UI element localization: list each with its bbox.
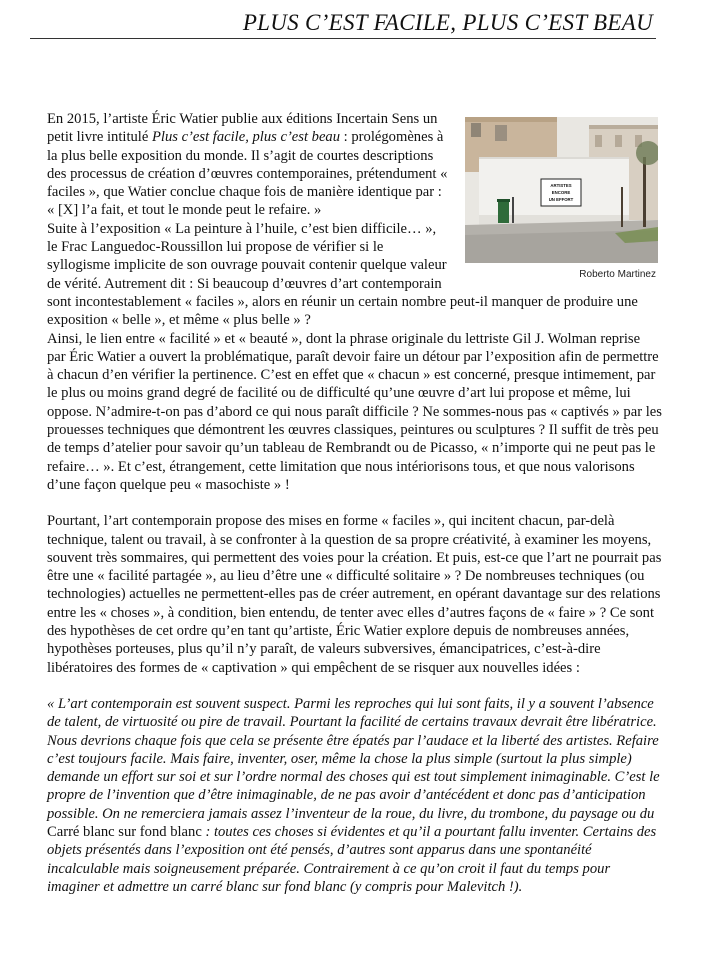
paragraph-1-text-b: : prolégomènes à la plus belle exposition du monde. Il s’agit de courtes descriptions des processus de création d’œuvres contemporaines, prétendument « faciles », que Watier conclue chaque fois de manière identique par : « [X] l’a fait, et tout le monde peut le refaire. »	[47, 129, 448, 219]
sign-line-1: ARTISTES	[550, 183, 572, 188]
paragraph-4: Pourtant, l’art contemporain propose des mises en forme « faciles », qui incitent chacun, par-delà technique, talent ou travail, à se confronter à la question de sa propre créativité, à examiner les moyens, souvent très sommaires, qui permettent des voies pour la création. Et puis, est-ce que l’art ne pourrait pas être une « facilité partagée », au lieu d’être une « difficulté solitaire » ? De nombreuses techniques (ou technologies) actuelles ne permettent-elles pas de créer autrement, en opérant davantage sur des relations entre les « choses », à condition, bien entendu, de tenter avec elles d’autres façons de « faire » ? Ce sont des hypothèses de cet ordre qu’en tant qu’artiste, Éric Watier explore depuis de nombreuses années, hypothèses porteuses, plus qu’il n’y paraît, de valeurs subversives, émancipatrices, c’est-à-dire libératoires des formes de « captivation » qui empêchent de se risquer aux nouvelles idées :	[47, 513, 662, 676]
figure	[462, 117, 658, 284]
paragraph-1-text-a: En 2015, l’artiste Éric Watier publie aux éditions Incertain Sens un petit livre intitulé	[47, 111, 438, 146]
quotation-text-b: : toutes ces choses si évidentes et qu’il a pourtant fallu inventer. Certains des objets présentés dans l’exposition ont été pensés, d’autres sont apparus dans une spontanéité incalculable mais soigneusement préparée. Contrairement à ce qu’on croit il faut du temps pour imaginer et admettre un carré blanc sur fond blanc (y compris pour Malevitch !).	[47, 823, 657, 895]
book-title: Plus c’est facile, plus c’est beau	[151, 129, 341, 146]
paragraph-2: Suite à l’exposition « La peinture à l’huile, c’est bien difficile… », le Frac Languedoc-Roussillon lui propose de vérifier si le syllogisme implicite de son ouvrage pouvait contenir quelque valeur de vérité. Autrement dit : Si beaucoup d’œuvres d’art contemporain sont incontestablement « faciles », alors en réunir un certain nombre peut-il manquer de produire une exposition « belle », et même « plus belle » ?	[47, 220, 638, 329]
header-divider	[30, 38, 656, 39]
quotation	[47, 695, 662, 896]
sign-line-2: ENCORE	[551, 190, 571, 195]
sign-line-3: UN EFFORT	[548, 197, 574, 202]
photo-caption: Roberto Martinez	[579, 269, 656, 280]
page-header-title: PLUS C’EST FACILE, PLUS C’EST BEAU	[242, 10, 653, 35]
article-body	[47, 110, 662, 896]
street-photo	[465, 117, 658, 263]
quotation-text-a: « L’art contemporain est souvent suspect. Parmi les reproches qui lui sont faits, il y a souvent l’absence de talent, de virtuosité ou pire de travail. Pourtant la facilité de certains travaux devrait être libératrice. Nous devrions chaque fois que cela se présente être épatés par l’audace et la liberté des artistes. Refaire c’est toujours facile. Mais faire, inventer, oser, même la chose la plus simple (surtout la plus simple) demande un effort sur soi et sur l’ordre normal des choses qui est tout simplement inimaginable. C’est le propre de l’invention que d’être inimaginable, de ne pas avoir d’antécédent et donc pas d’anticipation possible. On ne remerciera jamais assez l’inventeur de la roue, du livre, du trombone, du paysage ou du	[47, 695, 660, 822]
paragraph-3: Ainsi, le lien entre « facilité » et « beauté », dont la phrase originale du lettriste Gil J. Wolman reprise par Éric Watier a ouvert la problématique, paraît devoir faire un détour par l’exposition afin de permettre à chacun d’en vérifier la pertinence. C’est en effet que « chacun » est concerné, presque intimement, par le plus ou moins grand degré de facilité ou de difficulté qu’une œuvre d’art lui propose et même, lui oppose. N’admire-t-on pas d’abord ce qui nous paraît difficile ? Ne sommes-nous pas « captivés » par les prouesses techniques que démontrent les œuvres classiques, peintures ou sculptures ? Il suffit de très peu de temps d’atelier pour savoir qu’un tableau de Rembrandt ou de Picasso, « n’importe qui ne peut pas le refaire… ». Et c’est, étrangement, cette limitation que nous intériorisons tous, et que nous valorisons d’une façon quelque peu « masochiste » !	[47, 330, 662, 493]
street-photo-illustration	[465, 117, 658, 263]
paragraph-spacer	[47, 677, 662, 695]
quotation-artwork-title: Carré blanc sur fond blanc	[47, 823, 202, 840]
paragraph-spacer	[47, 494, 662, 512]
